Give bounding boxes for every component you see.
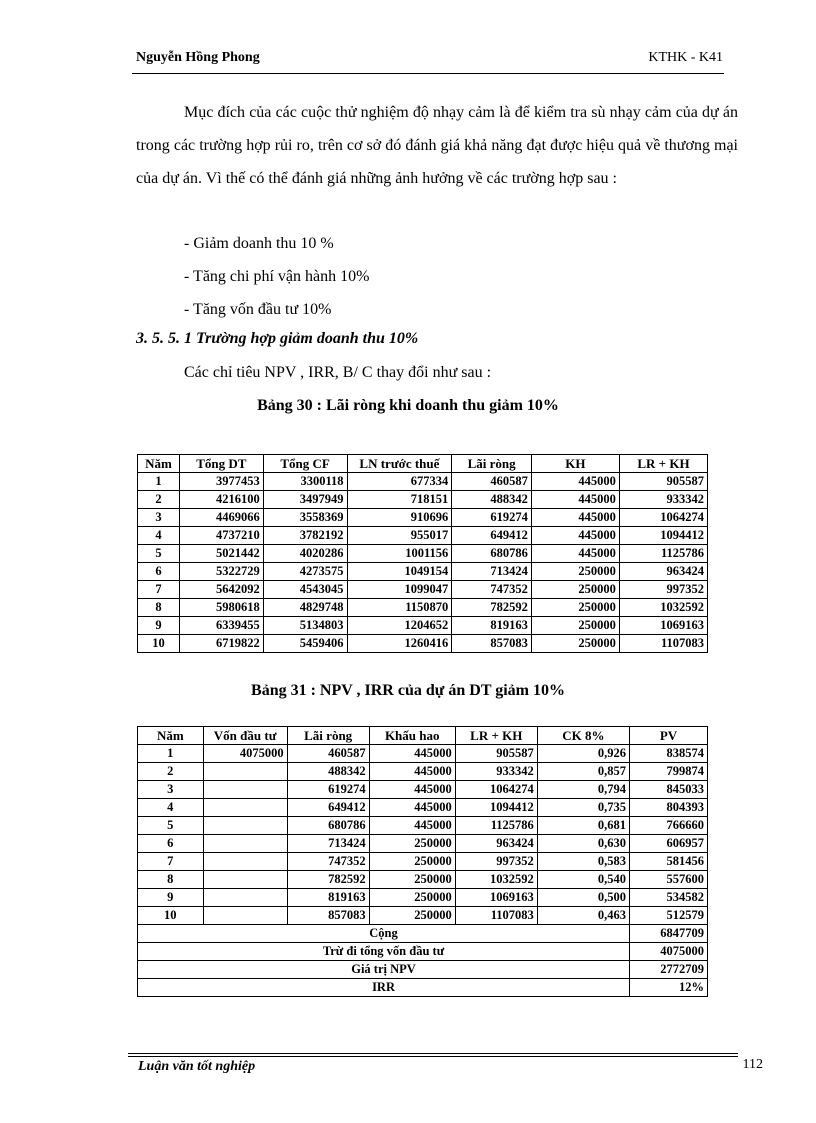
table-cell: 0,540 <box>537 871 629 889</box>
column-header: Năm <box>138 727 204 745</box>
column-header: Vốn đầu tư <box>203 727 287 745</box>
bullet-item: - Giảm doanh thu 10 % <box>184 235 334 252</box>
table-cell: 905587 <box>455 745 537 763</box>
table-cell: 619274 <box>452 509 532 527</box>
table-cell: 9 <box>138 889 204 907</box>
table-cell: 5322729 <box>179 563 263 581</box>
table-cell: 4 <box>138 799 204 817</box>
table-row <box>138 491 708 509</box>
table-cell <box>203 871 287 889</box>
table-cell: 845033 <box>630 781 708 799</box>
table-cell: 557600 <box>630 871 708 889</box>
table-cell: 606957 <box>630 835 708 853</box>
table-cell: 963424 <box>455 835 537 853</box>
table-cell: 819163 <box>287 889 369 907</box>
column-header: LR + KH <box>455 727 537 745</box>
table-cell: 250000 <box>531 563 619 581</box>
header-author: Nguyễn Hồng Phong <box>136 50 260 65</box>
table-row <box>138 835 708 853</box>
table-cell: 3782192 <box>263 527 347 545</box>
table-row <box>138 871 708 889</box>
table-cell: 3300118 <box>263 473 347 491</box>
table-cell: 933342 <box>455 763 537 781</box>
table30 <box>137 454 708 653</box>
column-header: Tổng DT <box>179 455 263 473</box>
table-cell: 250000 <box>531 635 619 653</box>
table-row <box>138 817 708 835</box>
table-cell: 782592 <box>452 599 532 617</box>
table-cell: 4020286 <box>263 545 347 563</box>
table-cell: 250000 <box>369 871 455 889</box>
table-cell: 5134803 <box>263 617 347 635</box>
table-cell: 747352 <box>452 581 532 599</box>
summary-label: Cộng <box>138 925 630 943</box>
table-cell: 8 <box>138 599 180 617</box>
table-cell: 250000 <box>369 889 455 907</box>
table-cell: 512579 <box>630 907 708 925</box>
table-cell: 0,463 <box>537 907 629 925</box>
table-row <box>138 527 708 545</box>
intro-paragraph <box>136 96 738 195</box>
table-cell: 955017 <box>347 527 452 545</box>
table-cell: 4273575 <box>263 563 347 581</box>
table-cell <box>203 781 287 799</box>
table-cell: 6 <box>138 835 204 853</box>
table-cell: 0,857 <box>537 763 629 781</box>
table-cell: 718151 <box>347 491 452 509</box>
page-number: 112 <box>742 1057 763 1072</box>
table-cell: 5 <box>138 545 180 563</box>
table-cell: 1 <box>138 473 180 491</box>
table-cell: 963424 <box>619 563 707 581</box>
table-cell: 445000 <box>369 745 455 763</box>
summary-label: IRR <box>138 979 630 997</box>
table-cell: 997352 <box>619 581 707 599</box>
table-row <box>138 853 708 871</box>
table-cell: 5980618 <box>179 599 263 617</box>
table-cell: 4216100 <box>179 491 263 509</box>
table-cell: 10 <box>138 907 204 925</box>
table-cell: 445000 <box>369 799 455 817</box>
table-cell <box>203 799 287 817</box>
table-cell: 905587 <box>619 473 707 491</box>
table-cell: 838574 <box>630 745 708 763</box>
table-cell <box>203 835 287 853</box>
table-cell: 445000 <box>369 763 455 781</box>
summary-row <box>138 961 708 979</box>
table-cell: 4737210 <box>179 527 263 545</box>
table-cell: 819163 <box>452 617 532 635</box>
table-cell: 1064274 <box>619 509 707 527</box>
column-header: Tổng CF <box>263 455 347 473</box>
table-row <box>138 635 708 653</box>
table-row <box>138 617 708 635</box>
table-cell: 1094412 <box>619 527 707 545</box>
table-cell: 0,500 <box>537 889 629 907</box>
table31 <box>137 726 708 997</box>
table-cell: 4469066 <box>179 509 263 527</box>
table-cell: 5021442 <box>179 545 263 563</box>
table-cell: 1069163 <box>619 617 707 635</box>
table-cell: 0,926 <box>537 745 629 763</box>
table-cell: 857083 <box>452 635 532 653</box>
table-cell: 1 <box>138 745 204 763</box>
table-cell: 1064274 <box>455 781 537 799</box>
table-cell: 5 <box>138 817 204 835</box>
table-cell: 445000 <box>531 491 619 509</box>
table-cell: 8 <box>138 871 204 889</box>
table-cell: 2 <box>138 491 180 509</box>
table-cell: 6 <box>138 563 180 581</box>
table-cell: 1204652 <box>347 617 452 635</box>
column-header: Lãi ròng <box>287 727 369 745</box>
table-row <box>138 581 708 599</box>
table-cell: 680786 <box>287 817 369 835</box>
table-cell: 677334 <box>347 473 452 491</box>
bullet-item: - Tăng chi phí vận hành 10% <box>184 268 370 285</box>
table-row <box>138 563 708 581</box>
intro-paragraph-text: Mục đích của các cuộc thử nghiệm độ nhạy cảm là để kiểm tra sù nhạy cảm của dự án trong các trường hợp rủi ro, trên cơ sở đó đánh giá khả năng đạt được hiệu quả về thương mại của dự án. Vì thế có thể đánh giá những ảnh hưởng về các trường hợp sau : <box>136 104 738 187</box>
table-row <box>138 781 708 799</box>
table30-title: Bảng 30 : Lãi ròng khi doanh thu giảm 10% <box>257 397 559 414</box>
table-row <box>138 509 708 527</box>
table-cell: 460587 <box>452 473 532 491</box>
table-cell: 0,583 <box>537 853 629 871</box>
table-cell: 7 <box>138 581 180 599</box>
table-cell: 619274 <box>287 781 369 799</box>
table-cell: 649412 <box>287 799 369 817</box>
table-cell: 713424 <box>287 835 369 853</box>
footer-label: Luận văn tốt nghiệp <box>138 1059 256 1074</box>
summary-row <box>138 979 708 997</box>
table-row <box>138 599 708 617</box>
section-heading: 3. 5. 5. 1 Trường hợp giảm doanh thu 10% <box>136 330 419 347</box>
table-cell: 804393 <box>630 799 708 817</box>
table-row <box>138 889 708 907</box>
table-cell: 445000 <box>531 527 619 545</box>
footer-divider <box>128 1056 738 1057</box>
table31-title: Bảng 31 : NPV , IRR của dự án DT giảm 10% <box>251 682 565 699</box>
table-cell: 488342 <box>287 763 369 781</box>
table-cell: 445000 <box>369 817 455 835</box>
table-cell: 3497949 <box>263 491 347 509</box>
table-cell: 3558369 <box>263 509 347 527</box>
summary-value: 2772709 <box>630 961 708 979</box>
table-cell: 445000 <box>369 781 455 799</box>
column-header: CK 8% <box>537 727 629 745</box>
table-cell: 7 <box>138 853 204 871</box>
summary-row <box>138 943 708 961</box>
table-row <box>138 473 708 491</box>
column-header: PV <box>630 727 708 745</box>
table-cell: 445000 <box>531 545 619 563</box>
header-class: KTHK - K41 <box>648 50 723 65</box>
table-cell: 1150870 <box>347 599 452 617</box>
table-cell: 0,681 <box>537 817 629 835</box>
table-cell <box>203 907 287 925</box>
table-cell <box>203 817 287 835</box>
column-header: KH <box>531 455 619 473</box>
table-cell: 250000 <box>531 581 619 599</box>
footer-divider <box>128 1053 738 1054</box>
table-cell: 1049154 <box>347 563 452 581</box>
table-cell: 799874 <box>630 763 708 781</box>
table-cell: 445000 <box>531 473 619 491</box>
table-cell: 1069163 <box>455 889 537 907</box>
table-cell: 1032592 <box>455 871 537 889</box>
table-cell: 1001156 <box>347 545 452 563</box>
table-cell: 250000 <box>531 599 619 617</box>
table-row <box>138 799 708 817</box>
table-row <box>138 545 708 563</box>
table-cell: 4829748 <box>263 599 347 617</box>
table-cell: 488342 <box>452 491 532 509</box>
table-cell: 5642092 <box>179 581 263 599</box>
column-header: Lãi ròng <box>452 455 532 473</box>
table-cell <box>203 853 287 871</box>
table-cell: 4 <box>138 527 180 545</box>
summary-label: Trừ đi tổng vốn đầu tư <box>138 943 630 961</box>
intro-line: Các chỉ tiêu NPV , IRR, B/ C thay đổi như sau : <box>184 364 492 381</box>
table-cell: 6719822 <box>179 635 263 653</box>
summary-row <box>138 925 708 943</box>
column-header: LR + KH <box>619 455 707 473</box>
table-cell: 250000 <box>369 907 455 925</box>
header-divider <box>132 73 724 74</box>
table-cell: 3 <box>138 781 204 799</box>
table-cell: 9 <box>138 617 180 635</box>
column-header: LN trước thuế <box>347 455 452 473</box>
table-cell: 250000 <box>369 853 455 871</box>
table-cell: 581456 <box>630 853 708 871</box>
table-cell: 6339455 <box>179 617 263 635</box>
column-header: Khấu hao <box>369 727 455 745</box>
table-cell: 1260416 <box>347 635 452 653</box>
table-cell: 3 <box>138 509 180 527</box>
table-cell: 3977453 <box>179 473 263 491</box>
table-cell: 1099047 <box>347 581 452 599</box>
summary-value: 4075000 <box>630 943 708 961</box>
table-cell: 250000 <box>531 617 619 635</box>
table-cell: 10 <box>138 635 180 653</box>
table-row <box>138 907 708 925</box>
table-cell: 1125786 <box>455 817 537 835</box>
bullet-item: - Tăng vốn đầu tư 10% <box>184 301 332 318</box>
table-cell: 4075000 <box>203 745 287 763</box>
table-cell: 910696 <box>347 509 452 527</box>
table-cell: 713424 <box>452 563 532 581</box>
table-cell: 0,735 <box>537 799 629 817</box>
table-row <box>138 763 708 781</box>
column-header: Năm <box>138 455 180 473</box>
table-cell: 0,630 <box>537 835 629 853</box>
summary-value: 12% <box>630 979 708 997</box>
table-cell: 997352 <box>455 853 537 871</box>
table-cell <box>203 889 287 907</box>
table-cell: 2 <box>138 763 204 781</box>
table-cell: 1032592 <box>619 599 707 617</box>
table-cell: 460587 <box>287 745 369 763</box>
table-cell: 680786 <box>452 545 532 563</box>
table-cell: 766660 <box>630 817 708 835</box>
table-cell: 534582 <box>630 889 708 907</box>
table-cell: 1125786 <box>619 545 707 563</box>
table-cell: 1107083 <box>455 907 537 925</box>
table-cell <box>203 763 287 781</box>
table-cell: 649412 <box>452 527 532 545</box>
summary-label: Giá trị NPV <box>138 961 630 979</box>
table-row <box>138 745 708 763</box>
table-cell: 933342 <box>619 491 707 509</box>
table-cell: 1094412 <box>455 799 537 817</box>
table-cell: 4543045 <box>263 581 347 599</box>
table-cell: 1107083 <box>619 635 707 653</box>
table-cell: 445000 <box>531 509 619 527</box>
table-cell: 782592 <box>287 871 369 889</box>
summary-value: 6847709 <box>630 925 708 943</box>
table-cell: 250000 <box>369 835 455 853</box>
table-cell: 0,794 <box>537 781 629 799</box>
table-cell: 747352 <box>287 853 369 871</box>
table-cell: 5459406 <box>263 635 347 653</box>
table-cell: 857083 <box>287 907 369 925</box>
